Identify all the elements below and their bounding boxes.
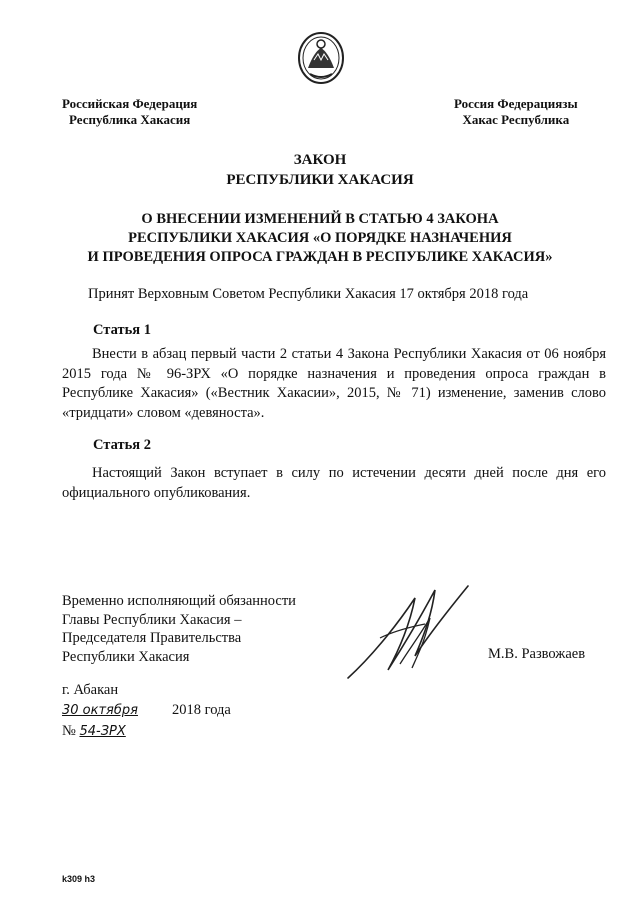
signatory-line2: Главы Республики Хакасия – [62, 611, 242, 628]
law-subtitle [0, 210, 640, 267]
signatory-line1: Временно исполняющий обязанности [62, 593, 296, 609]
coat-of-arms-icon [296, 30, 346, 86]
header-left-line1: Российская Федерация [62, 96, 198, 111]
number-prefix: № [62, 723, 76, 739]
header-right-line1: Россия Федерациязы [454, 96, 578, 111]
law-title-line1: ЗАКОН [293, 152, 347, 168]
law-title-line2: РЕСПУБЛИКИ ХАКАСИЯ [226, 172, 414, 188]
law-subtitle-line2: РЕСПУБЛИКИ ХАКАСИЯ «О ПОРЯДКЕ НАЗНАЧЕНИЯ [128, 230, 512, 246]
number-handwritten: 54-ЗРХ [79, 724, 126, 739]
city: г. Абакан [62, 682, 119, 698]
header-right [454, 96, 578, 128]
date-year: 2018 года [172, 702, 231, 718]
signatory-line4: Республики Хакасия [62, 648, 190, 665]
signatory-title [62, 592, 296, 666]
header-left [62, 96, 197, 128]
article1-text: Внести в абзац первый части 2 статьи 4 Закона Республики Хакасия от 06 ноября 2015 года № 96-ЗРХ «О порядке назначения и проведения опроса граждан в Республике Хакасия» («Вестник Хакасии», 2015, № 71) изменение, заменив слово «тридцати» словом «девяноста». [62, 346, 606, 421]
law-subtitle-line3: И ПРОВЕДЕНИЯ ОПРОСА ГРАЖДАН В РЕСПУБЛИКЕ ХАКАСИЯ» [87, 249, 553, 265]
law-subtitle-line1: О ВНЕСЕНИИ ИЗМЕНЕНИЙ В СТАТЬЮ 4 ЗАКОНА [141, 211, 499, 227]
article2-text: Настоящий Закон вступает в силу по истечении десяти дней после дня его официального опубликования. [62, 465, 606, 501]
footer-code: k309 h3 [62, 874, 96, 884]
header-left-line2: Республика Хакасия [69, 112, 191, 127]
place-date-block [62, 680, 231, 742]
law-title [0, 150, 640, 190]
adopted-statement: Принят Верховным Советом Республики Хакасия 17 октября 2018 года [88, 286, 529, 302]
header-right-line2: Хакас Республика [462, 112, 570, 127]
signatory-line3: Председателя Правительства [62, 630, 242, 646]
handwritten-signature [340, 578, 475, 688]
date-line [62, 700, 231, 721]
number-line [62, 721, 231, 742]
signatory-name: М.В. Развожаев [488, 646, 586, 662]
article1-heading: Статья 1 [93, 322, 151, 338]
date-handwritten: 30 октября [62, 703, 138, 718]
article2-heading: Статья 2 [93, 437, 151, 453]
